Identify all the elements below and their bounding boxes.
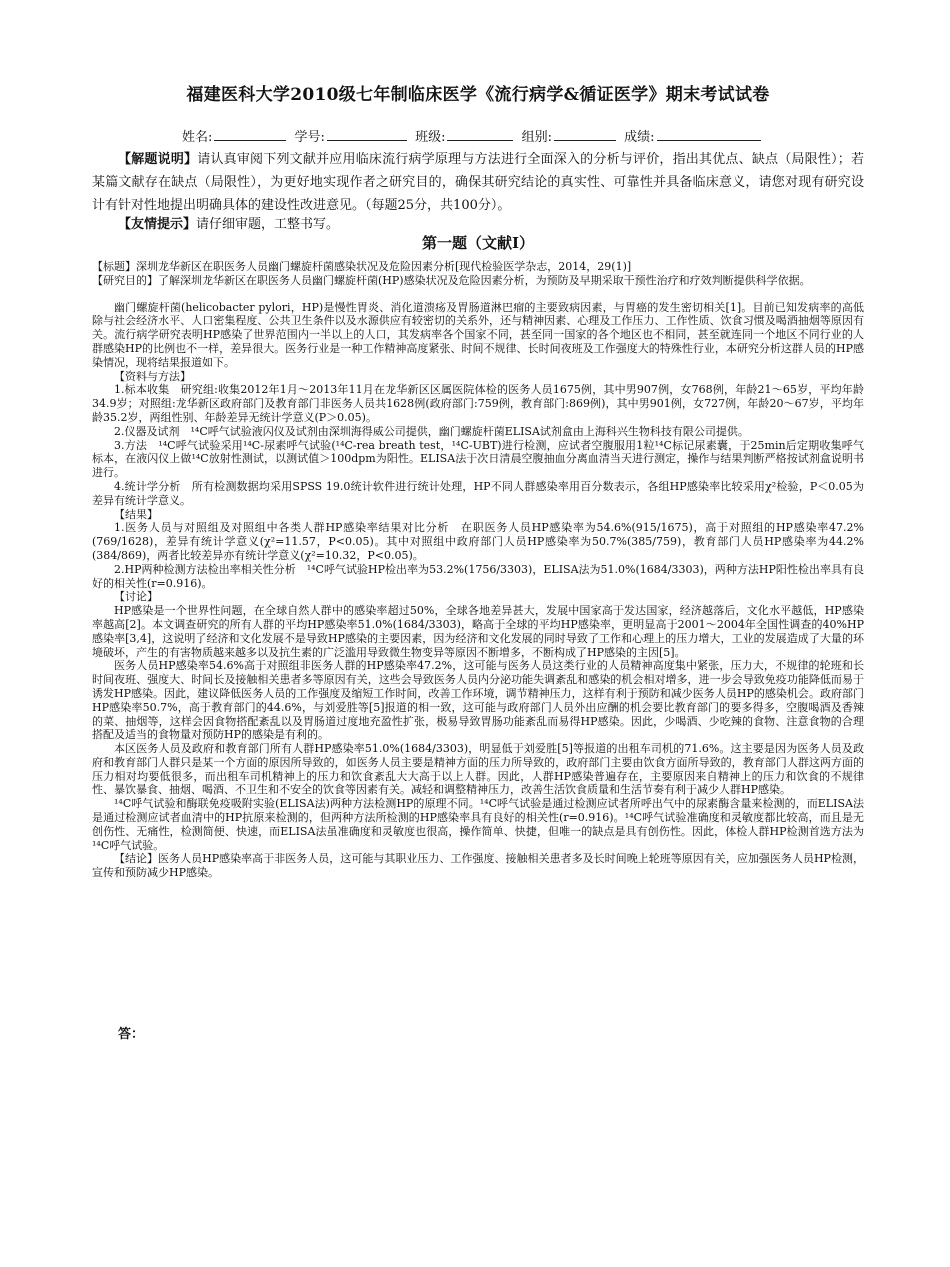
tip-label: 【友情提示】 xyxy=(118,217,197,232)
discussion-p3: 本区医务人员及政府和教育部门所有人群HP感染率51.0%(1684/3303)，明显低于刘爱胜[5]等报道的出租车司机的71.6%。这主要是因为医务人员及政府和教育部门人群只是某一个方面的原因所导致的，如医务人员主要是精神方面的压力所导致的，政府部门主要由饮食方面所导致的，教育部门人群这两方面的压力相对均要低很多，而出租车司机精神上的压力和饮食紊乱大大高于以上人群。因此，人群HP感染普遍存在，主要原因来自精神上的压力和饮食的不规律性、暴饮暴食、抽烟、喝酒、不卫生和不安全的饮食等因素有关。减轻和调整精神压力，改善生活饮食质量和生活节奏有利于减少人群HP感染。 xyxy=(92,742,864,797)
group-label: 组别: xyxy=(521,130,552,145)
discussion-p1: HP感染是一个世界性问题，在全球自然人群中的感染率超过50%，全球各地差异甚大，发展中国家高于发达国家，经济越落后，文化水平越低，HP感染率越高[2]。本文调查研究的所有人群的平均HP感染率51.0%(1684/3303)，略高于全球的平均HP感染率，更明显高于2001～2004年全国性调查的40%HP感染率[3,4]，这说明了经济和文化发展不是导致HP感染的主要因素，因为经济和文化发展的同时导致了工作和心理上的压力增大，工业的发展造成了大量的环境破坏，产生的有害物质越来越多以及抗生素的广泛滥用导致微生物变异等原因不断增多，不断构成了HP感染的主因[5]。 xyxy=(92,604,864,659)
explain-text: 请认真审阅下列文献并应用临床流行病学原理与方法进行全面深入的分析与评价，指出其优点、缺点（局限性）；若某篇文献存在缺点（局限性），为更好地实现作者之研究目的，确保其研究结论的真实性、可靠性并具备临床意义，请您对现有研究设计有针对性地提出明确具体的建设性改进意见。（每题25分，共100分）。 xyxy=(92,152,864,213)
name-blank[interactable] xyxy=(214,128,286,141)
tip-text: 请仔细审题，工整书写。 xyxy=(196,217,340,232)
results-correlation: 2.HP两种检测方法检出率相关性分析 ¹⁴C呼气试验HP检出率为53.2%(1756/3303)，ELISA法为51.0%(1684/3303)，两种方法HP阳性检出率具有良好的相关性(r=0.916)。 xyxy=(92,562,864,590)
score-label: 成绩: xyxy=(624,130,655,145)
article-purpose-line: 【研究目的】了解深圳龙华新区在职医务人员幽门螺旋杆菌(HP)感染状况及危险因素分析，为预防及早期采取干预性治疗和疗效判断提供科学依据。 xyxy=(92,273,811,287)
results-comparison: 1.医务人员与对照组及对照组中各类人群HP感染率结果对比分析 在职医务人员HP感染率为54.6%(915/1675)，高于对照组的HP感染率47.2%(769/1628)，差异有统计学意义(χ²=11.57，P<0.05)。其中对照组中政府部门人员HP感染率为50.7%(385/759)，教育部门人员HP感染率为44.2%(384/869)，两者比较差异亦有统计学意义(χ²=10.32，P<0.05)。 xyxy=(92,521,864,562)
article-body xyxy=(92,260,864,880)
score-blank[interactable] xyxy=(657,128,761,141)
discussion-p4: ¹⁴C呼气试验和酶联免疫吸附实验(ELISA法)两种方法检测HP的原理不同。¹⁴C呼气试验是通过检测应试者所呼出气中的尿素酶含量来检测的，而ELISA法是通过检测应试者血清中的HP抗原来检测的，但两种方法所检测的HP感染率具有良好的相关性(r=0.916)。¹⁴C呼气试验准确度和灵敏度都比较高，而且是无创伤性、无痛性，检测简便、快速，而ELISA法虽准确度和灵敏度也很高，操作简单、快捷，但唯一的缺点是具有创伤性。因此，体检人群HP检测首选方法为¹⁴C呼气试验。 xyxy=(92,797,864,852)
article-title-line: 【标题】深圳龙华新区在职医务人员幽门螺旋杆菌感染状况及危险因素分析[现代检验医学杂志，2014，29(1)] xyxy=(92,260,632,273)
results-heading: 【结果】 xyxy=(114,507,158,521)
student-info-line xyxy=(182,126,765,145)
article-intro: 幽门螺旋杆菌(helicobacter pylori，HP)是慢性胃炎、消化道溃疡及胃肠道淋巴瘤的主要致病因素，与胃癌的发生密切相关[1]。目前已知发病率的高低除与社会经济水平、人口密集程度、公共卫生条件以及水源供应有较密切的关系外，还与精神因素、心理及工作压力、工作性质、饮食习惯及喝酒抽烟等原因有关。流行病学研究表明HP感染了世界范围内一半以上的人口，其发病率各个国家不同，甚至同一国家的各个地区也不相同，甚至就连同一个地区不同行业的人群感染HP的比例也不一样，差异很大。医务行业是一种工作精神高度紧张、时间不规律、长时间夜班及工作强度大的特殊性行业，本研究分析这群人员的HP感染情况，现将结果报道如下。 xyxy=(92,300,864,369)
methods-procedure: 3.方法 ¹⁴C呼气试验采用¹⁴C-尿素呼气试验(¹⁴C-rea breath test，¹⁴C-UBT)进行检测，应试者空腹服用1粒¹⁴C标记尿素囊，于25min后定期收集呼气标本，在液闪仪上做¹⁴C放射性测试，以测试值＞100dpm为阳性。ELISA法于次日清晨空腹抽血分离血清当天进行测定，操作与结果判断严格按试剂盒说明书进行。 xyxy=(92,438,864,480)
question-title: 第一题（文献Ⅰ） xyxy=(421,234,535,252)
id-blank[interactable] xyxy=(327,128,407,141)
methods-statistics: 4.统计学分析 所有检测数据均采用SPSS 19.0统计软件进行统计处理，HP不同人群感染率用百分数表示，各组HP感染率比较采用χ²检验，P＜0.05为差异有统计学意义。 xyxy=(92,479,864,507)
class-blank[interactable] xyxy=(447,128,513,141)
methods-instruments: 2.仪器及试剂 ¹⁴C呼气试验液闪仪及试剂由深圳海得威公司提供，幽门螺旋杆菌ELISA试剂盒由上海科兴生物科技有限公司提供。 xyxy=(114,424,749,438)
exam-title: 福建医科大学2010级七年制临床医学《流行病学&循证医学》期末考试试卷 xyxy=(186,85,770,105)
conclusion: 【结论】医务人员HP感染率高于非医务人员，这可能与其职业压力、工作强度、接触相关患者多及长时间晚上轮班等原因有关，应加强医务人员HP检测，宣传和预防减少HP感染。 xyxy=(92,852,864,880)
name-label: 姓名: xyxy=(182,130,213,145)
methods-heading: 【资料与方法】 xyxy=(114,369,191,383)
explain-paragraph xyxy=(92,148,864,217)
class-label: 班级: xyxy=(415,130,446,145)
discussion-p2: 医务人员HP感染率54.6%高于对照组非医务人群的HP感染率47.2%，这可能与医务人员这类行业的人员精神高度集中紧张，压力大，不规律的轮班和长时间夜班、强度大、时间长及接触相关患者多等原因有关，这些会导致医务人员内分泌功能失调紊乱和感染的机会相对增多，进一步会导致免疫功能降低而易于诱发HP感染。因此，建议降低医务人员的工作强度及缩短工作时间，改善工作环境，调节精神压力，这样有利于预防和减少医务人员HP的感染机会。政府部门HP感染率50.7%，高于教育部门的44.6%，与刘爱胜等[5]报道的相一致，这可能与政府部门人员外出应酬的机会要比教育部门的要多得多，空腹喝酒及香辣的菜、抽烟等，这样会因食物搭配紊乱以及胃肠道过度地充盈性扩张，极易导致胃肠功能紊乱而易得HP感染。因此，少喝酒、少吃辣的食物、注意食物的合理搭配及适当的食物量对预防HP的感染是有利的。 xyxy=(92,659,864,742)
explain-label: 【解题说明】 xyxy=(118,152,198,167)
methods-sample: 1.标本收集 研究组:收集2012年1月～2013年11月在龙华新区区属医院体检的医务人员1675例，其中男907例，女768例，年龄21～65岁，平均年龄34.9岁；对照组:龙华新区政府部门及教育部门非医务人员共1628例(政府部门:759例，教育部门:869例)，其中男901例，女727例，年龄20～67岁，平均年龄35.2岁，两组性别、年龄差异无统计学意义(P＞0.05)。 xyxy=(92,383,864,424)
discussion-heading: 【讨论】 xyxy=(114,590,158,604)
group-blank[interactable] xyxy=(554,128,616,141)
id-label: 学号: xyxy=(294,130,325,145)
answer-label[interactable]: 答： xyxy=(118,1027,145,1042)
